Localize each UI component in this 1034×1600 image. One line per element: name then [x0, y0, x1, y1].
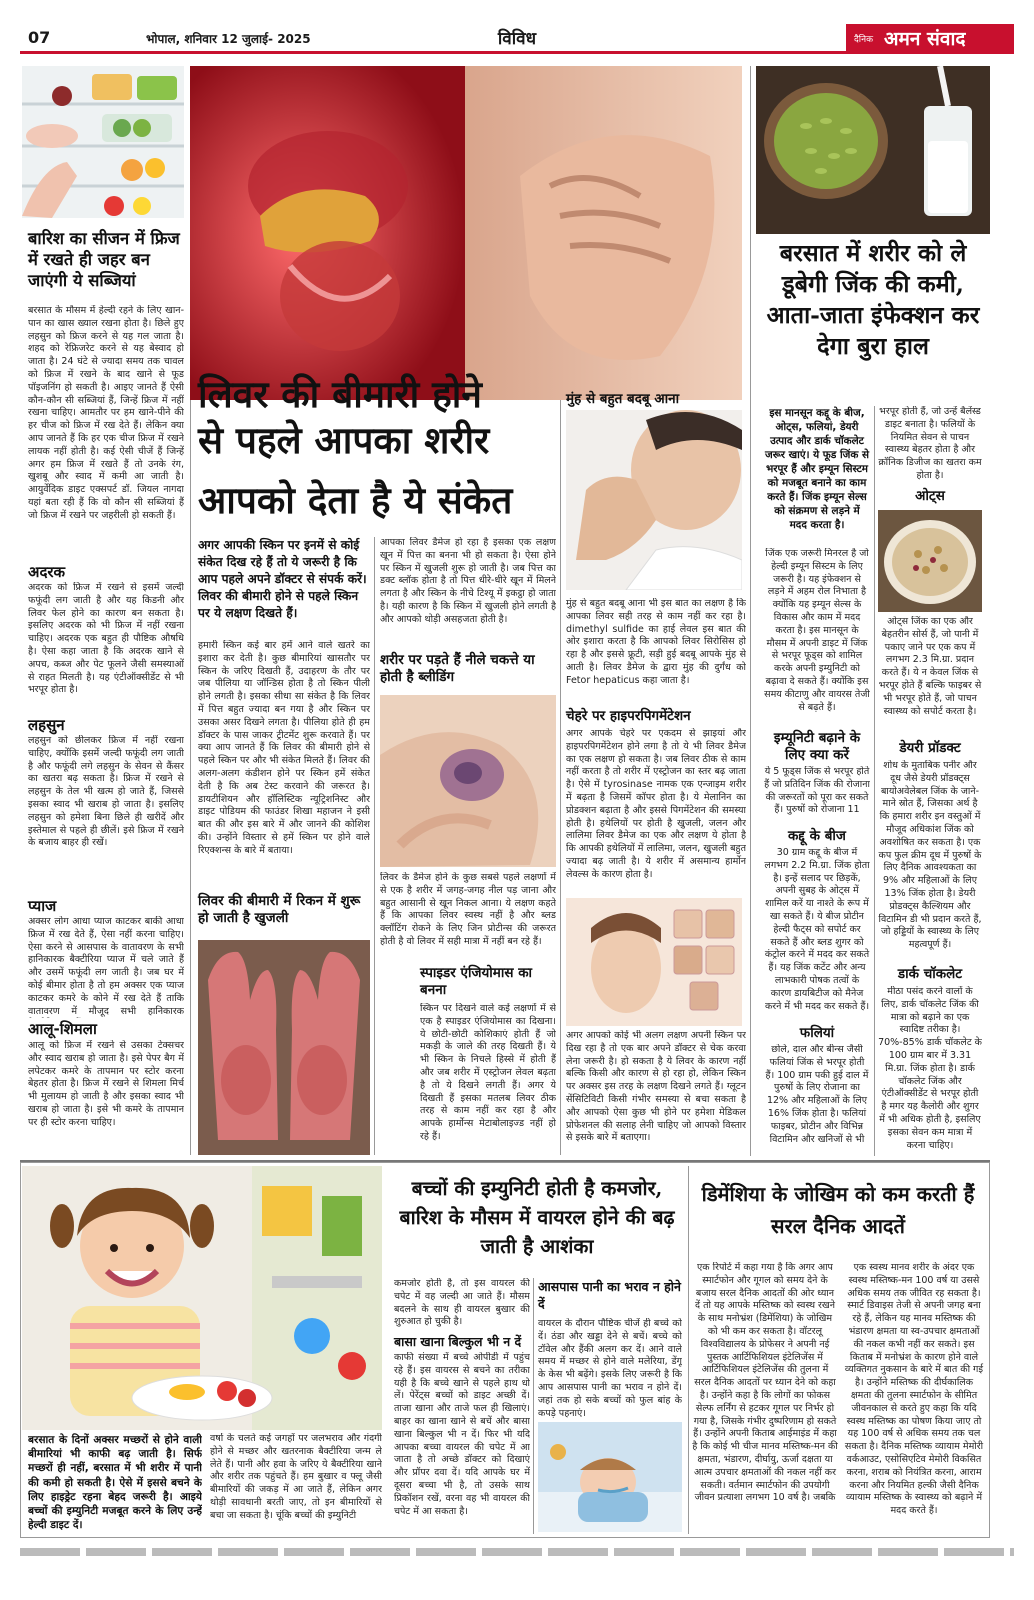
kids-col1-text: वर्षा के चलते कई जगहों पर जलभराव और गंदगी होने से मच्छर और खतरनाक बैक्टीरिया जन्म ले लेते हैं। पानी और हवा के जरिए ये बैक्टीरिया खाने और शरीर तक पहुंचते हैं। हम बुखार व फ्लू जैसी बीमारियों की जकड़ में आ जाते हैं, लेकिन अगर थोड़ी सावधानी बरती जाए, तो इन बीमारियों से बचा जा सकता है। चूंकि बच्चों की इम्युनिटी: [210, 1433, 382, 1521]
kids-col3-text: वायरल के दौरान पौष्टिक चीजें ही बच्चे को दें। ठंडा और खड्डा देने से बचें। बच्चे को टॉवेल और हैंकी अलग कर दें। आने वाले समय में मच्छर से होने वाले मलेरिया, डेंगू के केस भी बढ़ेंगे। इसके लिए जरूरी है कि आप आसपास पानी का भराव न होने दें। जहां तक हो सके बच्चों को फुल बांह के कपड़े पहनाएं।: [538, 1318, 682, 1418]
zinc-col1c-text: 30 ग्राम कद्दू के बीज में लगभग 2.2 मि.ग्रा. जिंक होता है। इन्हें सलाद पर छिड़कें, अपनी सुबह के ओट्स में शामिल करें या नाश्ते के रूप में खा सकते हैं। ये बीज प्रोटीन हेल्दी फैट्स को सपोर्ट कर सकते हैं और ब्लड शुगर को कंट्रोल करने में मदद कर सकते हैं। यह जिंक कटेंट और अन्य लाभकारी पोषक तत्वों के कारण डायबिटीज को मैनेज करने में भी मदद कर सकते हैं।: [764, 847, 870, 1012]
breath-photo: [566, 410, 742, 590]
oats-illustration: [878, 510, 982, 612]
liver-subhead-neele: शरीर पर पड़ते हैं नीले चकत्ते या होती है ब्लीडिंग: [380, 652, 535, 685]
liver-photo: [190, 66, 742, 400]
zinc-col2c-text: शोध के मुताबिक पनीर और दूध जैसे डेयरी प्रॉडक्ट्स बायोअवेलेबल जिंक के जाने-माने स्रोत हैं, जिसका अर्थ है कि हमारा शरीर इन वस्तुओं में मौजूद अधिकांश जिंक को अवशोषित कर सकता है। एक कप फुल क्रीम दूध में पुरुषों के लिए दैनिक आवश्यकता का 9% और महिलाओं के लिए 13% जिंक होता है। डेयरी प्रोडक्ट्स कैल्शियम और विटामिन डी भी प्रदान करते हैं, जो हड्डियों के स्वास्थ्य के लिए महत्वपूर्ण हैं।: [878, 760, 982, 951]
fridge-subhead-pyaj: प्याज: [28, 897, 57, 915]
zinc-headline: बरसात में शरीर को ले डूबेगी जिंक की कमी, आता-जाता इंफेक्शन कर देगा बुरा हाल: [766, 239, 980, 360]
zinc-col2b-text: ओट्स जिंक का एक और बेहतरीन सोर्स हैं, जो पानी में पकाए जाने पर एक कप में लगभग 2.3 मि.ग्रा. प्रदान करते हैं। ये न केवल जिंक से भरपूर होते हैं बल्कि फाइबर से भी भरपूर होते हैं, जो पाचन स्वास्थ्य को सपोर्ट करता है।: [878, 616, 982, 717]
zinc-illustration: [756, 66, 990, 234]
fridge-headline: बारिश का सीजन में फ्रिज में रखते ही जहर बन जाएंगी ये सब्जियां: [28, 229, 180, 290]
liver-headline-line3: आपको देता है ये संकेत: [198, 478, 513, 522]
kids-subhead-pani: आसपास पानी का भराव न होने दें: [538, 1279, 681, 1311]
liver-subhead-hyper: चेहरे पर हाइपरपिगमेंटेशन: [566, 708, 691, 724]
zinc-photo: [756, 66, 990, 234]
zinc-subhead-dairy: डेयरी प्रॉडक्ट: [899, 740, 961, 756]
liver-col2c-text: स्किन पर दिखने वाले कई लक्षणों में से एक है स्पाइडर एंजियोमास का दिखना। ये छोटी-छोटी कोशिकाएं होती हैं जो मकड़ी के जाले की तरह दिखती हैं। ये भी स्किन के निचले हिस्से में होती हैं और जब शरीर में एस्ट्रोजन लेवल बढ़ता है तो ये दिखने लगती हैं। अगर ये दिखती हैं इसका मतलब लिवर ठीक तरह से काम नहीं कर रहा है और आपके हार्मोन्स मेटाबोलाइज्ड नहीं हो रहे हैं।: [420, 1003, 556, 1142]
zinc-col2-text: भरपूर होती हैं, जो उन्हें बैलेंस्ड डाइट बनाता है। फलियों के नियमित सेवन से पाचन स्वास्थ्य बेहतर होता है और क्रॉनिक डिजीज का खतरा कम होता है।: [878, 406, 982, 481]
liver-col3c-text: अगर आपको कोई भी अलग लक्षण अपनी स्किन पर दिख रहा है तो एक बार अपने डॉक्टर से चेक करवा लेना जरूरी है। हो सकता है ये लिवर के कारण नहीं बल्कि किसी और कारण से हो रहा हो, लेकिन स्किन पर अक्सर इस तरह के लक्षण दिखने लगते हैं। ग्लूटन सेंसिटिविटी किसी गंभीर समस्या से बचा सकता है और आपको ऐसा कुछ भी होने पर हमेशा मेडिकल प्रोफेशनल की सलाह लेनी चाहिए जो आपको विस्तार से इसके बारे में बताएगा।: [566, 1030, 746, 1144]
masthead: [846, 24, 1014, 52]
zinc-col1d-text: छोले, दाल और बीन्स जैसी फलियां जिंक से भरपूर होती हैं। 100 ग्राम पकी हुई दाल में पुरुषों के लिए रोजाना का 12% और महिलाओं के लिए 16% जिंक होता है। फलियां फाइबर, प्रोटीन और विभिन्न विटामिन और खनिजों से भी: [765, 1044, 869, 1145]
kids-col2b-text: काफी संख्या में बच्चे ओपीडी में पहुंच रहे हैं। इस वायरस से बचने का तरीका यही है कि बच्चे खाने से पहले हाथ धो लें। पेरेंट्स बच्चों को डाइट अच्छी दें। ताजा खाना और ताजे फल ही खिलाएं। बाहर का खाना खाने से बचें और बासा खाना बिल्कुल भी न दें। फिर भी यदि आपका बच्चा वायरल की चपेट में आ जाता है तो अच्छे डॉक्टर को दिखाएं और प्रॉपर दवा दें। यदि आपके घर में दूसरा बच्चा भी है, तो उसके साथ प्रिकॉशन रखें, वरना वह भी वायरल की चपेट में आ सकता है।: [394, 1352, 530, 1517]
breath-illustration: [566, 410, 742, 590]
fridge-pyaj-text: अक्सर लोग आधा प्याज काटकर बाकी आधा फ्रिज में रख देते हैं, ऐसा नहीं करना चाहिए। ऐसा करने से आसपास के वातावरण के सभी हानिकारक बैक्टीरिया प्याज में चले जाते हैं और उसमें फफूंदी लग जाती है। जब घर में कोई बीमार होता है तो हम अक्सर एक प्याज काटकर कमरे के कोने में रख देते हैं ताकि वातावरण में मौजूद सभी हानिकारक: [28, 916, 184, 1017]
fridge-intro: बरसात के मौसम में हेल्दी रहने के लिए खान-पान का खास ख्याल रखना होता है। छिले हुए लहसुन को फ्रिज करने से यह गल जाता है। शहद को रेफ्रिजरेट करने से यह बेस्वाद हो जाता है। 24 घंटे से ज्यादा समय तक चावल को फ्रिज में रखने के बाद खाने से फूड पॉइजनिंग हो सकती है। आइए जानते हैं ऐसी कौन-कौन सी सब्जियां हैं, जिन्हें फ्रिज में नहीं रखना चाहिए। आमतौर पर हम खाने-पीने की हर चीज को फ्रिज में रख देते हैं। लेकिन क्या आप जानते हैं कि हर एक चीज फ्रिज में रखने लायक नहीं होती है। कई ऐसी चीजें हैं जिन्हें अगर हम फ्रिज में रखते हैं तो उनके रंग, खुशबू और स्वाद में कमी आ जाती है। आयुर्वेदिक डाइट एक्सपर्ट डॉ. जियल नागदा यहां बता रही हैं कि वो कौन सी सब्जियां हैं जो फ्रिज में रखने पर जहरीली हो सकती हैं।: [28, 305, 184, 521]
zinc-subhead-kitna: इम्यूनिटी बढ़ाने के लिए क्या करें: [773, 730, 861, 763]
column-rule: [750, 66, 751, 1156]
fridge-subhead-lahsun: लहसुन: [28, 716, 65, 734]
dateline: भोपाल, शनिवार 12 जुलाई- 2025: [146, 32, 311, 46]
liver-subhead-spider: स्पाइडर एंजियोमास का बनना: [420, 965, 533, 998]
masthead-brand: अमन संवाद: [884, 28, 966, 50]
kids-caption: बरसात के दिनों अक्सर मच्छरों से होने वाली बीमारियां भी काफी बढ़ जाती है। सिर्फ मच्छरों ही नहीं, बरसात में भी शरीर में पानी की कमी हो सकती है। ऐसे में इससे बचने के लिए हाइड्रेट रहना बेहद जरूरी है। आइये बच्चों की इम्युनिटी मजबूत करने के लिए उन्हें हेल्दी डाइट दें।: [28, 1434, 202, 1532]
bruise-illustration: [380, 695, 556, 867]
liver-col3b-text: अगर आपके चेहरे पर एकदम से झाइयां और हाइपरपिगमेंटेशन होने लगा है तो ये भी लिवर डैमेज का एक लक्षण हो सकता है। जब लिवर ठीक से काम नहीं करता है तो शरीर में एस्ट्रोजन का स्तर बढ़ जाता है। ऐसे में tyrosinase नामक एक एन्जाइम शरीर में बढ़ता है जिसमें कॉपर होता है। ये मेलानिन का प्रोडक्शन बढ़ाता है और इससे पिगमेंटेशन की समस्या होती है। हथेलियों पर होती है खुजली, जलन और लालिमा लिवर डैमेज का एक और लक्षण ये होता है कि आपकी हथेलियों में लालिमा, जलन, खुजली बहुत ज्यादा बढ़ जाती है। ये शरीर में असमान्य हार्मोन लेवल्स के कारण होता है।: [566, 728, 746, 880]
zinc-col2d-text: मीठा पसंद करने वालों के लिए, डार्क चॉकलेट जिंक की मात्रा को बढ़ाने का एक स्वादिष्ट तरीका है। 70%-85% डार्क चॉकलेट के 100 ग्राम बार में 3.31 मि.ग्रा. जिंक होता है। डार्क चॉकलेट जिंक और एंटीऑक्सीडेंट से भरपूर होती है मगर यह कैलोरी और शुगर में भी अधिक होती है, इसलिए इसका सेवन कम मात्रा में करना चाहिए।: [878, 986, 982, 1151]
face-illustration: [566, 898, 742, 1026]
liver-col3-text: मुंह से बहुत बदबू आना भी इस बात का लक्षण है कि आपका लिवर सही तरह से काम नहीं कर रहा है। dimethyl sulfide का हाई लेवल इस बात की ओर इशारा करता है कि आपको लिवर सिरोसिस हो रहा है और इससे फ्रूटी, सड़ी हुई बदबू आपके मुंह से आती है। लिवर डैमेज के द्वारा मुंह की दुर्गंध को Fetor hepaticus कहा जाता है।: [566, 598, 746, 686]
sick-child-photo: [538, 1422, 682, 1532]
zinc-subhead-fali: फलियां: [799, 1025, 835, 1041]
oats-photo: [878, 510, 982, 612]
bruise-photo: [380, 695, 556, 867]
column-rule: [874, 406, 875, 1156]
fridge-adrak-text: अदरक को फ्रिज में रखने से इसमें जल्दी फफूंदी लग जाती है और यह किडनी और लिवर फेल होने का कारण बन सकता है। इसलिए अदरक को भी फ्रिज में नहीं रखना चाहिए। अदरक एक बहुत ही पौष्टिक औषधि है। ऐसा कहा जाता है कि अदरक खाने से अपच, कब्ज और पेट फूलने जैसी समस्याओं से राहत मिलती है। यह एंटीऑक्सीडेंट से भी भरपूर होता है।: [28, 582, 184, 696]
liver-headline-line1: लिवर की बीमारी होने: [198, 372, 482, 416]
fridge-subhead-adrak: अदरक: [28, 563, 66, 581]
palms-illustration: [198, 940, 370, 1155]
kids-illustration: [22, 1166, 382, 1430]
dementia-col2-text: एक स्वस्थ मानव शरीर के अंदर एक स्वस्थ मस्तिष्क-मन 100 वर्ष या उससे अधिक समय तक जीवित रह सकता है। स्मार्ट डिवाइस तेजी से अपनी जगह बना रहे हैं, लेकिन यह मानव मस्तिष्क की भंडारण क्षमता या स्व-उपचार क्षमताओं की नकल कभी नहीं कर सकते। इस किताब में मनोभ्रंश के कारण होने वाले व्यक्तिगत नुकसान के बारे में बात की गई है। उन्होंने मस्तिष्क की दीर्घकालिक क्षमता की तुलना स्मार्टफोन के सीमित जीवनकाल से करते हुए कहा कि यदि स्वस्थ मस्तिष्क का पोषण किया जाए तो यह 100 वर्ष से अधिक समय तक चल सकता है। दैनिक मस्तिष्क व्यायाम मेमोरी वर्कआउट, एसोसिएटिव मेमोरी विकसित करना, शराब को नियंत्रित करना, आराम करना और नियमित हल्की जैसी दैनिक व्यायाम मस्तिष्क के स्वास्थ्य को बढ़ाने में मदद करते हैं।: [844, 1262, 984, 1517]
liver-headline-line2: से पहले आपका शरीर: [198, 418, 490, 462]
fridge-photo: [22, 66, 184, 218]
sick-child-illustration: [538, 1422, 682, 1532]
zinc-intro: इस मानसून कद्दू के बीज, ओट्स, फलियां, डेयरी उत्पाद और डार्क चॉकलेट जरूर खाएं। ये फूड जिंक से भरपूर हैं और इम्यून सिस्टम को मजबूत बनाने का काम करते हैं। जिंक इम्यून सेल्स को संक्रमण से लड़ने में मदद करता है।: [765, 407, 869, 531]
page-number: 07: [28, 28, 51, 47]
dementia-col1-text: एक रिपोर्ट में कहा गया है कि अगर आप स्मार्टफोन और गूगल को समय देने के बजाय सरल दैनिक आदतों की ओर ध्यान दें तो यह आपके मस्तिष्क को स्वस्थ रखने के साथ मनोभ्रंश (डिमेंशिया) के जोखिम को भी कम कर सकता है। वॉटरलू विश्वविद्यालय के प्रोफेसर ने अपनी नई पुस्तक आर्टिफिशियल इंटेलिजेंस में आर्टिफिशियल इंटेलिजेंस की तुलना में सरल दैनिक आदतों पर ध्यान देने को कहा है। उन्होंने कहा है कि लोगों का फोकस सेल्फ लर्निंग से हटकर गूगल पर निर्भर हो गया है, जिसके गंभीर दुष्परिणाम हो सकते हैं। उन्होंने अपनी किताब आईमाइंड में कहा है कि कोई भी चीज मानव मस्तिष्क-मन की क्षमता, भंडारण, दीर्घायु, ऊर्जा दक्षता या आत्म उपचार क्षमताओं की नकल नहीं कर सकती। वर्तमान स्मार्टफोन की उपयोगी जीवन प्रत्याशा लगभग 10 वर्ष है। जबकि: [692, 1262, 838, 1504]
column-rule: [688, 1166, 689, 1534]
kids-headline: बच्चों की इम्युनिटी होती है कमजोर, बारिश के मौसम में वायरल होने की बढ़ जाती है आशंका: [399, 1177, 675, 1258]
section-title: विविध: [497, 29, 537, 49]
face-photo: [566, 898, 742, 1026]
kids-subhead-basi: बासा खाना बिल्कुल भी न दें: [394, 1334, 522, 1349]
fridge-lahsun-text: लहसुन को छीलकर फ्रिज में नहीं रखना चाहिए, क्योंकि इसमें जल्दी फफूंदी लग जाती है और फफूंदी लगे लहसुन के सेवन से कैंसर का खतरा बढ़ सकता है। फ्रिज में रखने से लहसुन के तेल भी खत्म हो जाते हैं, जिससे इसका स्वाद भी खराब हो जाता है। इसलिए लहसुन को हमेशा बिना छिले ही खरीदें और इस्तेमाल से पहले ही छीलें। इसे फ्रिज में रखने के बजाय बाहर ही रखें।: [28, 735, 184, 849]
fridge-aloo-text: आलू को फ्रिज में रखने से उसका टेक्सचर और स्वाद खराब हो जाता है। इसे पेपर बैग में लपेटकर कमरे के तापमान पर स्टोर करना बेहतर होता है। फ्रिज में रखने से शिमला मिर्च भी मुलायम हो जाती है और इसका स्वाद भी खराब हो जाता है। इसे भी कमरे के तापमान पर ही स्टोर करना चाहिए।: [28, 1040, 184, 1128]
section-rule: [20, 1160, 990, 1162]
fridge-subhead-aloo: आलू-शिमला: [28, 1020, 97, 1038]
dementia-headline: डिमेंशिया के जोखिम को कम करती हैं सरल दैनिक आदतें: [701, 1182, 975, 1238]
zinc-subhead-oats: ओट्स: [915, 488, 945, 504]
liver-subhead-khujli: लिवर की बीमारी में रिकन में शुरू हो जाती है खुजली: [198, 893, 361, 926]
kids-col2-text: कमजोर होती है, तो इस वायरल की चपेट में वह जल्दी आ जाते हैं। मौसम बदलने के साथ ही वायरल बुखार की शुरुआत हो चुकी है।: [394, 1278, 530, 1328]
zinc-col1b-text: ये 5 फूड्स जिंक से भरपूर होते हैं जो प्रतिदिन जिंक की रोजाना की जरूरतों को पूरा कर सकते हैं। पुरुषों को रोजाना 11: [764, 766, 870, 816]
liver-illustration: [190, 66, 742, 400]
liver-col2b-text: लिवर के डैमेज होने के कुछ सबसे पहले लक्षणों में से एक है शरीर में जगह-जगह नील पड़ जाना और बहुत आसानी से खून निकल आना। ये लक्षण कहते हैं कि आपका लिवर स्वस्थ नहीं है और ब्लड क्लॉटिंग रोकने के लिए जिन प्रोटीन्स की जरूरत होती है वो लिवर में सही मात्रा में नहीं बन रहे हैं।: [380, 872, 556, 947]
column-rule: [560, 400, 561, 1155]
kids-photo: [22, 1166, 382, 1430]
liver-standfirst: अगर आपकी स्किन पर इनमें से कोई संकेत दिख रहे हैं तो ये जरूरी है कि आप पहले अपने डॉक्टर से संपर्क करें। लिवर की बीमारी होने से पहले स्किन पर ये लक्षण दिखते हैं।: [198, 538, 367, 620]
footer-register-bar: [20, 1548, 1014, 1556]
palms-photo: [198, 940, 370, 1155]
liver-col1-text: हमारी स्किन कई बार हमें आने वाले खतरे का इशारा कर देती है। कुछ बीमारियां खासतौर पर स्किन के जरिए दिखती हैं, उदाहरण के तौर पर जब पीलिया या जॉन्डिस होता है तो स्किन पीली होने लगती है। इसका सीधा सा संकेत है कि लिवर में पित्त बहुत ज्यादा बन गया है और स्किन पर उसका असर दिखने लगता है। पीलिया होते ही हम डॉक्टर के पास जाकर ट्रीटमेंट शुरू करवाते हैं। पर क्या आप जानते हैं कि लिवर की बीमारी होने से पहले स्किन पर और भी संकेत मिलते हैं। लिवर की अलग-अलग कंडीशन होने पर स्किन हमें संकेत देती है कि अब टेस्ट करवाने की जरूरत है। डायटीशियन और हॉलिस्टिक न्यूट्रिशनिस्ट और डाइट पोडियम की फाउंडर शिखा महाजन ने इसी बात की और इस बारे में और जानने की कोशिश की। उन्होंने विस्तार से हमें स्किन पर होने वाले रिएक्शन्स के बारे में बताया।: [198, 640, 370, 856]
zinc-subhead-kaddu: कद्दू के बीज: [788, 828, 846, 844]
zinc-col1-text: जिंक एक जरूरी मिनरल है जो हेल्दी इम्यून सिस्टम के लिए जरूरी है। यह इंफेक्शन से लड़ने में अहम रोल निभाता है क्योंकि यह इम्यून सेल्स के विकास और काम में मदद करता है। इस मानसून के मौसम में अपनी डाइट में जिंक से भरपूर फूड्स को शामिल करके अपनी इम्युनिटी को बढ़ावा दे सकते हैं। क्योंकि इस समय कीटाणु और वायरस तेजी से बढ़ते हैं।: [764, 548, 870, 713]
liver-col2-text: आपका लिवर डैमेज हो रहा है इसका एक लक्षण खून में पित्त का बनना भी हो सकता है। ऐसा होने पर स्किन में खुजली शुरू हो जाती है। जब पित्त का डक्ट ब्लॉक होता है तो पित्त धीरे-धीरे खून में मिलने लगता है और स्किन के नीचे टिश्यू में इकट्ठा हो जाता है। यही कारण है कि स्किन में खुजली होने लगती है और आपको थोड़ी असहजता होती है।: [380, 537, 556, 625]
liver-subhead-badbu: मुंह से बहुत बदबू आना: [566, 391, 680, 407]
page-header: [20, 24, 1014, 54]
column-rule: [374, 537, 375, 1155]
zinc-subhead-choco: डार्क चॉकलेट: [897, 966, 963, 982]
masthead-small: दैनिक: [854, 35, 874, 45]
fridge-illustration: [22, 66, 184, 218]
column-rule: [533, 1278, 534, 1534]
